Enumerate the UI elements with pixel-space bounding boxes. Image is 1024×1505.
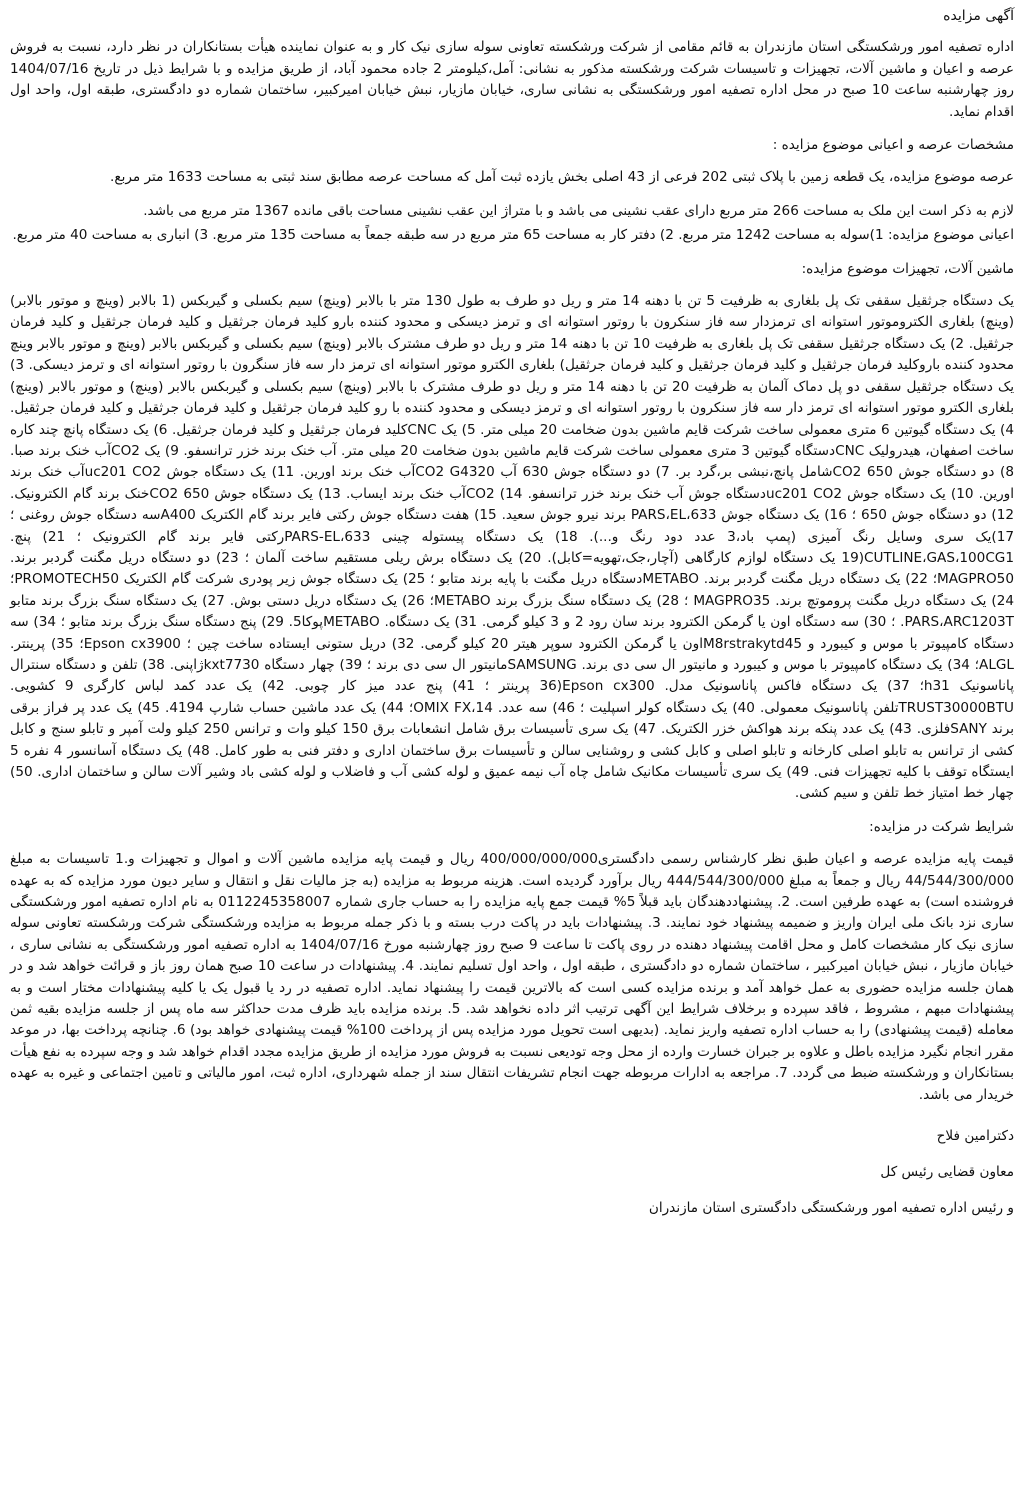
conditions-heading: شرایط شرکت در مزایده:	[869, 818, 1014, 835]
machines-list: یک دستگاه جرثقیل سقفی تک پل بلغاری به ظرفیت 5 تن با دهنه 14 متر و ریل دو طرف به طول 130 متر با بالابر (وینچ) سیم بکسلی و گیربکس (1 بالابر (وینچ و موتور بالابر) (وینچ) بلغاری الکتروموتور استوانه ای ترمزدار سه فاز سنکرون با روتور استوانه ای و ترمز دیسکی و محدود کننده بارو کلید فرمان جرثقیل و کلید فرمان جرثقیل و کلید فرمان جرثقیل. 2) یک دستگاه جرثقیل سقفی تک پل بلغاری به ظرفیت 10 تن با دهنه 14 متر و ریل دو طرف مشترک بالابر (وینچ) سیم بکسلی و گیربکس بالابر (وینچ و موتور بالابر وینچ محدود کننده باروکلید فرمان جرثقیل و کلید فرمان جرثقیل و کلید فرمان جرثقیل) بلغاری الکترو موتور استوانه ای ترمز دار سه فاز سنگرون با روتور استوانه ای و ترمز دیسکی. 3) یک دستگاه جرثقیل سقفی دو پل دماک آلمان به ظرفیت 20 تن با دهنه 14 متر و ریل دو طرف مشترک با بالابر (وینچ) سیم بکسلی و گیربکس بالابر (وینچ) و موتور بالابر (وینچ) بلغاری الکترو موتور استوانه ای ترمز دار سه فاز سنکرون با روتور استوانه ای و ترمز دیسکی و محدود کننده با رو کلید فرمان جرثقیل و کلید فرمان جرثقیل و کلید فرمان جرثقیل. 4) یک دستگاه گیوتین 6 متری معمولی ساخت شرکت قایم ماشین بدون ضخامت 20 میلی متر. 5) یک CNCکلید فرمان جرثقیل و کلید فرمان جرثقیل. 6) یک دستگاه پانچ چند کاره ساخت اصفهان، هیدرولیک CNCدستگاه گیوتین 3 متری معمولی ساخت شرکت قایم ماشین بدون ضخامت 20 میلی متر. آب خنک برند خزر ترانسفو. 9) یک CO2آب خنک برند صبا. 8) دو دستگاه جوش 650 CO2شامل پانچ،نبشی بر،گرد بر. 7) دو دستگاه جوش 630 آب CO2 G4320آب خنک برند اورین. 11) یک دستگاه جوش uc201 CO2آب خنک برند اورین. 10) یک دستگاه جوش uc201 CO2دستگاه جوش آب خنک برند خزر ترانسفو. 14) CO2آب خنک برند ایساب. 13) یک دستگاه جوش 650 CO2خنک برند گام الکترونیک. 12) دو دستگاه جوش 650 ؛ 16) یک دستگاه جوش 633،PARS،EL برند نیرو جوش سعید. 15) هفت دستگاه جوش رکتی فایر برند گام الکتریک A400سه دستگاه جوش روغنی ؛ 17)یک سری وسایل رنگ آمیزی (پمپ باد،3 عدد دود رنگ و...). 18) یک دستگاه پیستوله چینی 633،PARS-ELرکتی فایر برند گام الکترونیک ؛ 21) پنچ. CUTLINE،GAS،100CG1(19 یک دستگاه لوازم کارگاهی (آچار،جک،تهویه=کابل). 20) یک دستگاه برش ریلی مستقیم ساخت آلمان ؛ 23) دو دستگاه دریل مگنت گردبر برند. MAGPRO50؛ 22) یک دستگاه دریل مگنت گردبر برند. METABOدستگاه دریل مگنت با پایه برند متابو ؛ 25) یک دستگاه جوش زیر پودری شرکت گام الکتریک PROMOTECH50؛ 24) یک دستگاه دریل مگنت پروموتچ برند. MAGPRO35 ؛ 28) یک دستگاه سنگ بزرگ برند METABO؛ 26) یک دستگاه دریل دستی بوش. 27) یک دستگاه سنگ بزرگ برند متابو PARS،ARC1203T. ؛ 30) سه دستگاه اون یا گرمکن الکترود برند سان رود 2 و 3 کیلو گرمی. 31) یک دستگاه. METABOپوکا5. 29) پنج دستگاه سنگ بزرگ برند متابو ؛ 34) سه دستگاه کامپیوتر با موس و کیبورد و M8rstrakytd45اون یا گرمکن الکترود سوپر هیتر 20 کیلو گرمی. 32) دریل ستونی ایستاده ساخت چین ؛ Epson cx3900؛ 35) پرینتر. ALGL؛ 34) یک دستگاه کامپیوتر با موس و کیبورد و مانیتور ال سی دی برند. SAMSUNGمانیتور ال سی دی برند ؛ 39) چهار دستگاه kxt7730ژاپنی. 38) تلفن و دستگاه سنترال پاناسونیک h31؛ 37) یک دستگاه فاکس پاناسونیک مدل. Epson cx300(36 پرینتر ؛ 41) پنج عدد میز کار چوبی. 42) یک عدد کمد لباس کارگری 9 کشویی. TRUST30000BTUتلفن پاناسونیک معمولی. 40) یک دستگاه کولر اسپلیت ؛ 46) سه عدد. OMIX FX،14؛ 44) یک عدد ماشین حساب شارپ 4194. 45) یک عدد پر فراز برقی برند SANYفلزی. 43) یک عدد پنکه برند هواکش خزر الکتریک. 47) یک سری تأسیسات برق شامل انشعابات برق 150 کیلو وات و ترانس 250 کیلو ولت آمپر و تابلو سنج و کابل کشی از ترانس به تابلو اصلی کارخانه و تابلو اصلی و کابل کشی و روشنایی سالن و تأسیسات برق ساختمان اداری و دفتر فنی به طور کامل. 48) یک دستگاه آسانسور 4 نفره 5 ایستگاه توقف با کلیه تجهیزات فنی. 49) یک سری تأسیسات مکانیک شامل چاه آب نیمه عمیق و لوله کشی آب و فاضلاب و لوله کشی باد وشیر آلات سالن و ساختمان اداری. 50) چهار خط امتیاز خط تلفن و سیم کشی.	[10, 293, 1015, 802]
signature-block	[10, 1118, 1014, 1226]
signer-role: معاون قضایی رئیس کل	[880, 1164, 1014, 1181]
machines-heading: ماشین آلات، تجهیزات موضوع مزایده:	[801, 260, 1014, 277]
setback-note: لازم به ذکر است این ملک به مساحت 266 متر مربع دارای عقب نشینی می باشد و با متراژ این عقب نشینی مساحت باقی مانده 1367 متر مربع می باشد.	[143, 202, 1014, 219]
land-heading: مشخصات عرصه و اعیانی موضوع مزایده :	[772, 137, 1014, 154]
notice-title: آگهی مزایده	[943, 8, 1014, 24]
buildings-description: اعیانی موضوع مزایده: 1)سوله به مساحت 1242 متر مربع. 2) دفتر کار به مساحت 65 متر مربع در سه طبقه جمعاً به مساحت 135 متر مربع. 3) انباری به مساحت 40 متر مربع.	[12, 227, 1014, 244]
intro-paragraph: اداره تصفیه امور ورشکستگی استان مازندران به قائم مقامی از شرکت ورشکسته تعاونی سوله سازی نیک کار و به عنوان نماینده هیأت بستانکاران در نظر دارد، نسبت به فروش عرصه و اعیان و ماشین آلات، تجهیزات و تاسیسات شرکت ورشکسته مذکور به نشانی: آمل،کیلومتر 2 جاده محمود آباد، از طریق مزایده و با شرایط ذیل در تاریخ 1404/07/16 روز چهارشنبه ساعت 10 صبح در محل اداره تصفیه امور ورشکستگی به نشانی ساری، خیابان مازیار، نبش خیابان امیرکبیر، ساختمان شماره دو دادگستری، طبقه اول، واحد اول اقدام نماید.	[10, 39, 1015, 120]
signer-name: دکترامین فلاح	[936, 1128, 1014, 1145]
land-description: عرصه موضوع مزایده، یک قطعه زمین با پلاک ثبتی 202 فرعی از 43 اصلی بخش یازده ثبت آمل که مساحت عرصه مطابق سند ثبتی به مساحت 1633 متر مربع.	[110, 169, 1014, 186]
signer-office: و رئیس اداره تصفیه امور ورشکستگی دادگستری استان مازندران	[648, 1200, 1014, 1217]
conditions-list: قیمت پایه مزایده عرصه و اعیان طبق نظر کارشناس رسمی دادگستری400/000/000/000 ریال و قیمت پایه مزایده ماشین آلات و اموال و تجهیزات و.1 تاسیسات به مبلغ 44/544/300/000 ریال و جمعاً به مبلغ 444/544/300/000 ریال برآورد گردیده است. هزینه مربوط به مزایده (به جز مالیات نقل و انتقال و سایر دیون مورد مزایده که به عهده فروشنده است) به عهده طرفین است. 2. پیشنهاددهندگان باید قبلاً 5% قیمت جمع پایه مزایده را به حساب جاری شماره 0112245358007 به نام اداره تصفیه امور ورشکستگی ساری نزد بانک ملی ایران واریز و ضمیمه پیشنهاد خود نمایند. 3. پیشنهادات باید در پاکت درب بسته و با ذکر جمله مربوط به مزایده ورشکستگی شرکت ورشکسته تعاونی سوله سازی نیک کار مشخصات کامل و محل اقامت پیشنهاد دهنده در روی پاکت تا ساعت 9 صبح روز چهارشنبه مورخ 1404/07/16 به اداره تصفیه امور ورشکستگی به نشانی ساری ، خیابان مازیار ، نبش خیابان امیرکبیر ، ساختمان شماره دو دادگستری ، طبقه اول ، واحد اول تسلیم نمایند. 4. پیشنهادات در ساعت 10 صبح همان روز باز و قرائت خواهد شد و در همان جلسه مزایده حضوری به عمل خواهد آمد و برنده مزایده کسی است که بالاترین قیمت را پیشنهاد نماید. اداره تصفیه در رد یا قبول یک یا کلیه پیشنهادات مختار است و به پیشنهادات مبهم ، مشروط ، فاقد سپرده و برخلاف شرایط این آگهی ترتیب اثر داده نخواهد شد. 5. برنده مزایده باید ظرف مدت حداکثر سه ماه پس از جلسه مزایده بقیه ثمن معامله (قیمت پیشنهادی) را به حساب اداره تصفیه واریز نماید. (بدیهی است تحویل مورد مزایده پس از پرداخت 100% قیمت پیشنهادی خواهد بود) 6. چنانچه پرداخت بها، در موعد مقرر انجام نگیرد مزایده باطل و علاوه بر جبران خسارت وارده از محل وجه تودیعی نسبت به فروش مورد مزایده از طریق مزایده مجدد اقدام خواهد شد و وجه سپرده به نفع هیأت بستانکاران و ورشکسته ضبط می گردد. 7. مراجعه به ادارات مربوطه جهت انجام تشریفات انتقال سند از جمله شهرداری، اداره ثبت، امور مالیاتی و تامین اجتماعی و غیره به عهده خریدار می باشد.	[10, 851, 1014, 1103]
